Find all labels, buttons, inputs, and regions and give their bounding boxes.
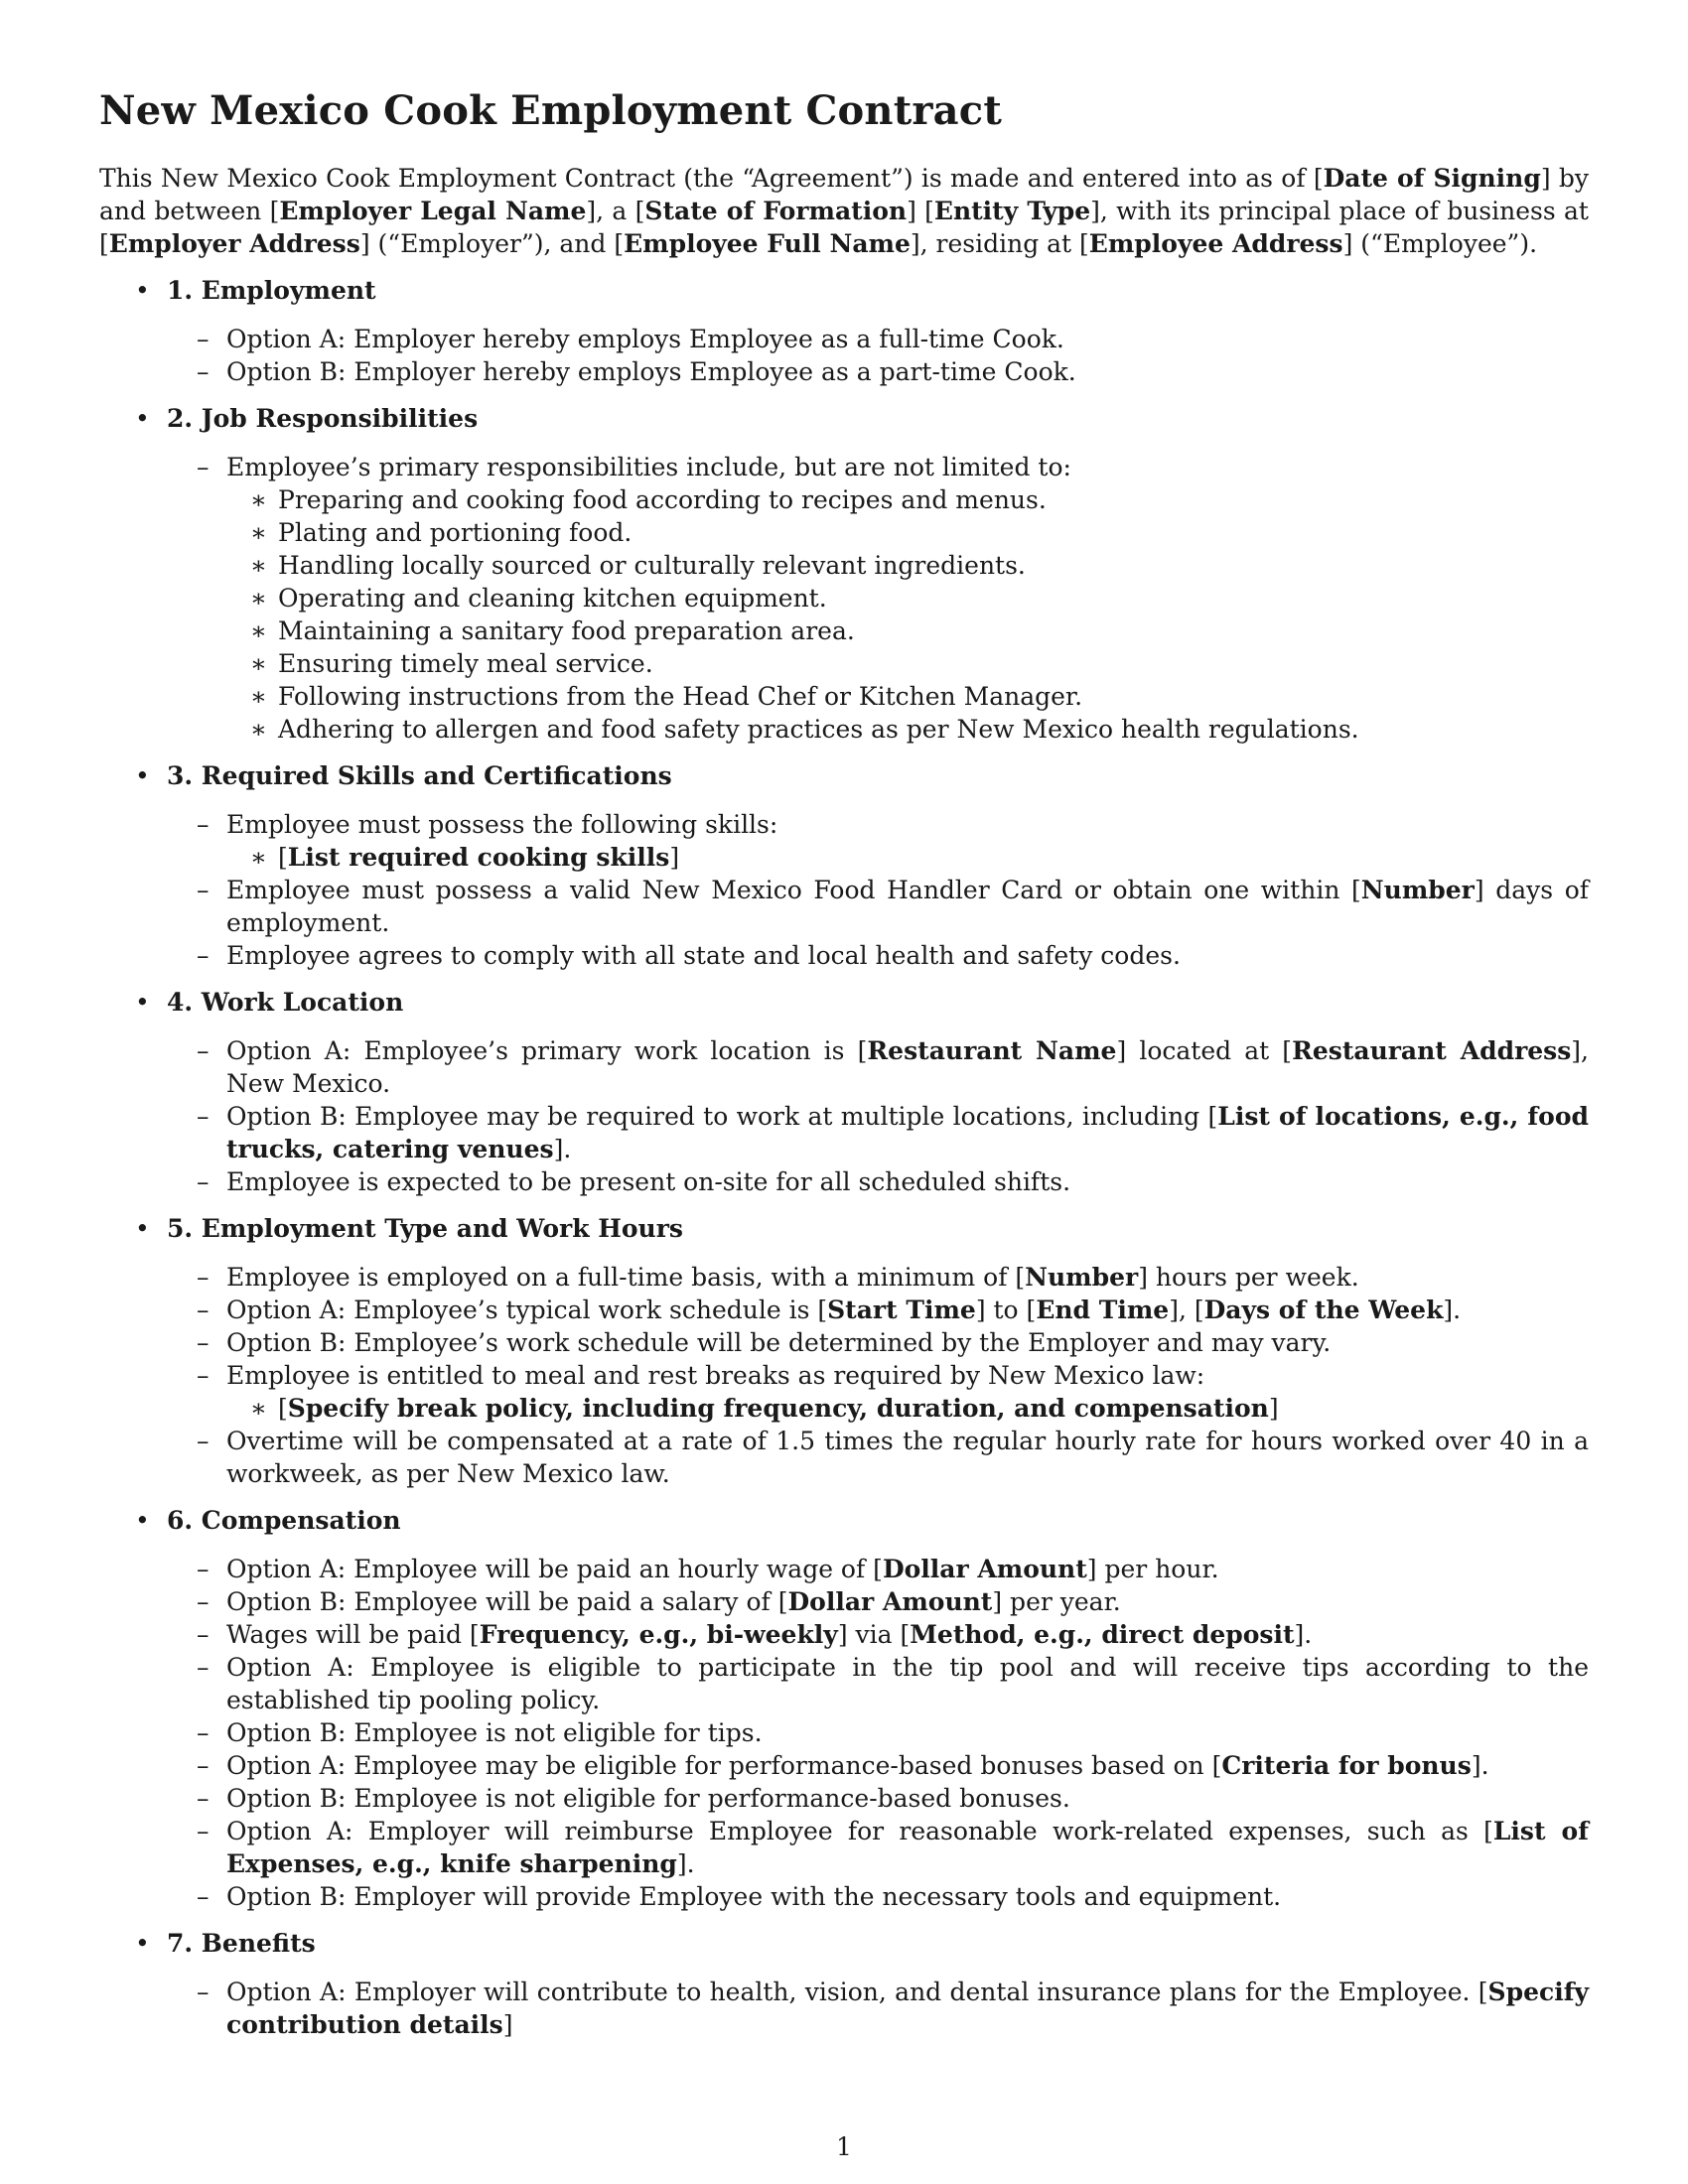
dash-bullet-icon: – [197, 1978, 210, 2006]
list-item [167, 808, 1589, 874]
bullet-icon: • [135, 1214, 150, 1243]
list-item [167, 1326, 1589, 1359]
sub-list-item [226, 549, 1589, 582]
placeholder-field: Dollar Amount [882, 1555, 1087, 1583]
placeholder-field: Restaurant Name [867, 1036, 1117, 1065]
text-run: Following instructions from the Head Chef or Kitchen Manager. [278, 682, 1083, 711]
text-run: [ [278, 1394, 288, 1423]
asterisk-bullet-icon: ∗ [250, 682, 267, 711]
placeholder-field: List of locations, e.g., food trucks, catering venues [226, 1102, 1589, 1163]
placeholder-field: Entity Type [933, 197, 1091, 225]
list-item [167, 1651, 1589, 1716]
text-run: Employee’s primary responsibilities include, but are not limited to: [226, 453, 1071, 481]
section-title: 5. Employment Type and Work Hours [167, 1214, 683, 1243]
list-item [167, 1585, 1589, 1618]
section-items [167, 1976, 1589, 2041]
dash-bullet-icon: – [197, 1653, 210, 1682]
text-run: Wages will be paid [ [226, 1620, 480, 1649]
dash-bullet-icon: – [197, 1427, 210, 1455]
dash-bullet-icon: – [197, 1296, 210, 1324]
text-run: ] [1268, 1394, 1279, 1423]
asterisk-bullet-icon: ∗ [250, 518, 267, 547]
placeholder-field: Specify break policy, including frequency, duration, and compensation [287, 1394, 1269, 1423]
text-run: Option A: Employee may be eligible for performance-based bonuses based on [ [226, 1751, 1222, 1780]
sub-list-item [226, 516, 1589, 549]
bullet-icon: • [135, 1929, 150, 1958]
section-4 [99, 986, 1589, 1198]
sub-list-item [226, 680, 1589, 713]
text-run: Option B: Employee is not eligible for tips. [226, 1718, 763, 1747]
text-run: ] via [ [837, 1620, 911, 1649]
asterisk-bullet-icon: ∗ [250, 649, 267, 678]
dash-bullet-icon: – [197, 1587, 210, 1616]
section-title: 7. Benefits [167, 1929, 316, 1958]
placeholder-field: Criteria for bonus [1221, 1751, 1472, 1780]
dash-bullet-icon: – [197, 1817, 210, 1845]
text-run: Option B: Employee will be paid a salary of [ [226, 1587, 788, 1616]
dash-bullet-icon: – [197, 357, 210, 386]
dash-bullet-icon: – [197, 325, 210, 353]
section-title: 4. Work Location [167, 988, 404, 1017]
list-item [167, 939, 1589, 972]
text-run: Option B: Employer will provide Employee with the necessary tools and equipment. [226, 1882, 1282, 1911]
placeholder-field: State of Formation [644, 197, 908, 225]
intro-paragraph [99, 162, 1589, 260]
list-item [167, 1782, 1589, 1815]
list-item [167, 1165, 1589, 1198]
sub-list-item [226, 614, 1589, 647]
text-run: ] per hour. [1086, 1555, 1219, 1583]
document-title: New Mexico Cook Employment Contract [99, 87, 1002, 134]
text-run: ] located at [ [1116, 1036, 1293, 1065]
text-run: Option A: Employer will contribute to health, vision, and dental insurance plans for the Employee. [ [226, 1978, 1488, 2006]
text-run: Maintaining a sanitary food preparation area. [278, 616, 855, 645]
section-items [167, 323, 1589, 388]
dash-bullet-icon: – [197, 1361, 210, 1390]
section-3 [99, 759, 1589, 972]
text-run: This New Mexico Cook Employment Contract (the “Agreement”) is made and entered into as of [ [99, 164, 1324, 193]
document-page [99, 87, 1589, 2041]
text-run: Operating and cleaning kitchen equipment. [278, 584, 827, 613]
text-run: Option A: Employee’s typical work schedule is [ [226, 1296, 828, 1324]
sub-list-item [226, 841, 1589, 874]
text-run: ], residing at [ [910, 229, 1089, 258]
placeholder-field: Employee Full Name [624, 229, 911, 258]
bullet-icon: • [135, 761, 150, 790]
sub-list [226, 841, 1589, 874]
text-run: ] per year. [992, 1587, 1121, 1616]
list-item [167, 451, 1589, 746]
dash-bullet-icon: – [197, 1263, 210, 1292]
text-run: ]. [1471, 1751, 1489, 1780]
section-title: 1. Employment [167, 276, 376, 305]
text-run: ] to [ [975, 1296, 1037, 1324]
text-run: Ensuring timely meal service. [278, 649, 653, 678]
list-item [167, 874, 1589, 939]
text-run: Option A: Employee is eligible to participate in the tip pool and will receive tips according to the established tip pooling policy. [226, 1653, 1589, 1714]
placeholder-field: Number [1360, 876, 1475, 904]
text-run: ]. [553, 1135, 572, 1163]
section-5 [99, 1212, 1589, 1490]
list-item [167, 1749, 1589, 1782]
sub-list-item [226, 1392, 1589, 1425]
section-list [99, 274, 1589, 2041]
placeholder-field: Specify contribution details [226, 1978, 1589, 2039]
text-run: Option B: Employer hereby employs Employee as a part-time Cook. [226, 357, 1076, 386]
asterisk-bullet-icon: ∗ [250, 616, 267, 645]
text-run: ]. [1294, 1620, 1313, 1649]
section-1 [99, 274, 1589, 388]
placeholder-field: Date of Signing [1323, 164, 1541, 193]
placeholder-field: Method, e.g., direct deposit [910, 1620, 1295, 1649]
text-run: Option A: Employee will be paid an hourly wage of [ [226, 1555, 883, 1583]
text-run: ], with its principal place of business at [ [99, 197, 1589, 258]
list-item [167, 1880, 1589, 1913]
asterisk-bullet-icon: ∗ [250, 843, 267, 872]
section-items [167, 1553, 1589, 1913]
bullet-icon: • [135, 988, 150, 1017]
bullet-icon: • [135, 1506, 150, 1535]
list-item [167, 1815, 1589, 1880]
section-items [167, 451, 1589, 746]
sub-list [226, 1392, 1589, 1425]
text-run: Option A: Employer will reimburse Employee for reasonable work-related expenses, such as [ [226, 1817, 1493, 1845]
text-run: ], [ [1169, 1296, 1204, 1324]
text-run: ]. [676, 1849, 695, 1878]
section-6 [99, 1504, 1589, 1913]
bullet-icon: • [135, 276, 150, 305]
text-run: Employee is entitled to meal and rest breaks as required by New Mexico law: [226, 1361, 1205, 1390]
dash-bullet-icon: – [197, 453, 210, 481]
placeholder-field: Start Time [827, 1296, 976, 1324]
list-item [167, 1976, 1589, 2041]
dash-bullet-icon: – [197, 1555, 210, 1583]
text-run: Preparing and cooking food according to recipes and menus. [278, 485, 1047, 514]
placeholder-field: Dollar Amount [787, 1587, 993, 1616]
section-7 [99, 1927, 1589, 2041]
text-run: Employee agrees to comply with all state and local health and safety codes. [226, 941, 1181, 970]
text-run: ], a [ [586, 197, 645, 225]
placeholder-field: Frequency, e.g., bi-weekly [479, 1620, 838, 1649]
dash-bullet-icon: – [197, 876, 210, 904]
placeholder-field: Restaurant Address [1292, 1036, 1572, 1065]
section-items [167, 1034, 1589, 1198]
text-run: ] days of employment. [226, 876, 1589, 937]
list-item [167, 1294, 1589, 1326]
dash-bullet-icon: – [197, 1718, 210, 1747]
text-run: ] (“Employee”). [1342, 229, 1538, 258]
section-title: 6. Compensation [167, 1506, 401, 1535]
asterisk-bullet-icon: ∗ [250, 1394, 267, 1423]
asterisk-bullet-icon: ∗ [250, 584, 267, 613]
page-number: 1 [836, 2132, 852, 2161]
dash-bullet-icon: – [197, 1751, 210, 1780]
text-run: ] [502, 2010, 513, 2039]
bullet-icon: • [135, 404, 150, 433]
text-run: Plating and portioning food. [278, 518, 633, 547]
text-run: ] by and between [ [99, 164, 1590, 225]
dash-bullet-icon: – [197, 1620, 210, 1649]
list-item [167, 323, 1589, 355]
section-title: 2. Job Responsibilities [167, 404, 479, 433]
text-run: Overtime will be compensated at a rate of 1.5 times the regular hourly rate for hours worked over 40 in a workweek, as per New Mexico law. [226, 1427, 1589, 1488]
text-run: ] [669, 843, 680, 872]
asterisk-bullet-icon: ∗ [250, 485, 267, 514]
section-items [167, 1261, 1589, 1490]
sub-list-item [226, 713, 1589, 746]
text-run: Adhering to allergen and food safety practices as per New Mexico health regulations. [278, 715, 1359, 744]
sub-list [226, 483, 1589, 746]
list-item [167, 355, 1589, 388]
text-run: ] (“Employer”), and [ [359, 229, 625, 258]
placeholder-field: List required cooking skills [287, 843, 670, 872]
list-item [167, 1716, 1589, 1749]
dash-bullet-icon: – [197, 1882, 210, 1911]
text-run: Handling locally sourced or culturally relevant ingredients. [278, 551, 1026, 580]
text-run: Employee is employed on a full-time basis, with a minimum of [ [226, 1263, 1026, 1292]
placeholder-field: Employer Address [108, 229, 360, 258]
text-run: Option A: Employee’s primary work location is [ [226, 1036, 868, 1065]
dash-bullet-icon: – [197, 1167, 210, 1196]
list-item [167, 1034, 1589, 1100]
placeholder-field: Number [1025, 1263, 1139, 1292]
text-run: Option B: Employee may be required to work at multiple locations, including [ [226, 1102, 1218, 1131]
list-item [167, 1261, 1589, 1294]
sub-list-item [226, 483, 1589, 516]
section-items [167, 808, 1589, 972]
text-run: Employee must possess the following skills: [226, 810, 778, 839]
text-run: [ [278, 843, 288, 872]
text-run: ], New Mexico. [226, 1036, 1589, 1098]
text-run: ]. [1443, 1296, 1462, 1324]
sub-list-item [226, 647, 1589, 680]
placeholder-field: Employee Address [1088, 229, 1343, 258]
dash-bullet-icon: – [197, 1102, 210, 1131]
text-run: Employee is expected to be present on-site for all scheduled shifts. [226, 1167, 1071, 1196]
list-item [167, 1553, 1589, 1585]
section-2 [99, 402, 1589, 746]
dash-bullet-icon: – [197, 1036, 210, 1065]
section-title: 3. Required Skills and Certifications [167, 761, 672, 790]
placeholder-field: Employer Legal Name [279, 197, 587, 225]
dash-bullet-icon: – [197, 810, 210, 839]
placeholder-field: List of Expenses, e.g., knife sharpening [226, 1817, 1589, 1878]
list-item [167, 1425, 1589, 1490]
text-run: Option B: Employee’s work schedule will be determined by the Employer and may vary. [226, 1328, 1332, 1357]
dash-bullet-icon: – [197, 1784, 210, 1813]
sub-list-item [226, 582, 1589, 614]
placeholder-field: Days of the Week [1203, 1296, 1444, 1324]
text-run: ] [ [907, 197, 934, 225]
dash-bullet-icon: – [197, 941, 210, 970]
dash-bullet-icon: – [197, 1328, 210, 1357]
list-item [167, 1359, 1589, 1425]
asterisk-bullet-icon: ∗ [250, 551, 267, 580]
text-run: Option A: Employer hereby employs Employee as a full-time Cook. [226, 325, 1064, 353]
asterisk-bullet-icon: ∗ [250, 715, 267, 744]
text-run: Option B: Employee is not eligible for performance-based bonuses. [226, 1784, 1070, 1813]
list-item [167, 1100, 1589, 1165]
placeholder-field: End Time [1036, 1296, 1170, 1324]
text-run: Employee must possess a valid New Mexico Food Handler Card or obtain one within [ [226, 876, 1361, 904]
text-run: ] hours per week. [1138, 1263, 1359, 1292]
list-item [167, 1618, 1589, 1651]
